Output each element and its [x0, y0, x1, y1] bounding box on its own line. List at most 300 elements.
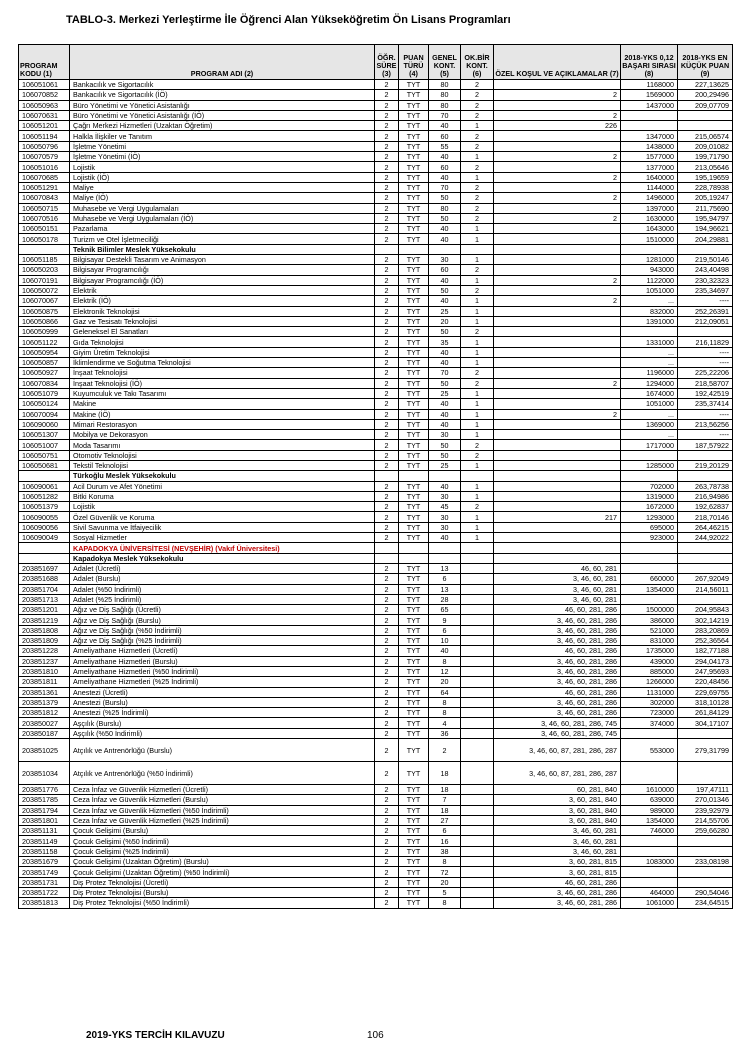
min-score [678, 867, 733, 877]
conditions: 3, 46, 60, 281, 286 [494, 615, 621, 625]
program-code: 203851811 [19, 677, 70, 687]
general-quota: 30 [429, 512, 461, 522]
conditions [494, 141, 621, 151]
program-name: Ameliyathane Hizmetleri (Burslu) [70, 656, 375, 666]
duration: 2 [375, 172, 399, 182]
min-score: 227,13625 [678, 80, 733, 90]
duration: 2 [375, 255, 399, 265]
general-quota: 40 [429, 399, 461, 409]
conditions [494, 203, 621, 213]
conditions: 46, 60, 281, 286 [494, 877, 621, 887]
min-score: 197,47111 [678, 785, 733, 795]
table-row [19, 594, 733, 604]
general-quota: 18 [429, 785, 461, 795]
top-student-quota: 2 [461, 327, 494, 337]
success-rank: 1496000 [621, 193, 678, 203]
table-row [19, 615, 733, 625]
section-row [19, 471, 733, 481]
program-code: 203850027 [19, 718, 70, 728]
score-type: TYT [399, 718, 429, 728]
conditions: 3, 46, 60, 87, 281, 286, 287 [494, 762, 621, 785]
general-quota: 13 [429, 584, 461, 594]
min-score: 211,75690 [678, 203, 733, 213]
program-name: Elektrik (İÖ) [70, 296, 375, 306]
table-row [19, 409, 733, 419]
top-student-quota: 1 [461, 224, 494, 234]
conditions [494, 224, 621, 234]
table-row [19, 224, 733, 234]
duration: 2 [375, 234, 399, 244]
min-score: 230,32323 [678, 275, 733, 285]
program-name: Adalet (Ücretli) [70, 563, 375, 573]
duration: 2 [375, 857, 399, 867]
table-row [19, 172, 733, 182]
table-row [19, 110, 733, 120]
duration: 2 [375, 440, 399, 450]
table-row [19, 255, 733, 265]
score-type: TYT [399, 481, 429, 491]
program-name: Diş Protez Teknolojisi (Ücretli) [70, 877, 375, 887]
success-rank: ... [621, 430, 678, 440]
program-code: 106070094 [19, 409, 70, 419]
score-type: TYT [399, 203, 429, 213]
general-quota: 50 [429, 440, 461, 450]
program-name: İklimlendirme ve Soğutma Teknolojisi [70, 358, 375, 368]
general-quota: 50 [429, 450, 461, 460]
min-score: 215,06574 [678, 131, 733, 141]
success-rank [621, 836, 678, 846]
general-quota: 20 [429, 877, 461, 887]
top-student-quota [461, 826, 494, 836]
score-type: TYT [399, 399, 429, 409]
duration: 2 [375, 152, 399, 162]
success-rank: 695000 [621, 522, 678, 532]
table-row [19, 574, 733, 584]
general-quota: 38 [429, 846, 461, 856]
program-code: 106050072 [19, 285, 70, 295]
program-name: Makine [70, 399, 375, 409]
min-score: 247,95693 [678, 666, 733, 676]
score-type: TYT [399, 430, 429, 440]
top-student-quota: 1 [461, 275, 494, 285]
empty-cell [494, 244, 621, 254]
table-row [19, 141, 733, 151]
header-success-rank: 2018-YKS 0,12 BAŞARI SIRASI (8) [621, 45, 678, 80]
program-name: Makine (İÖ) [70, 409, 375, 419]
success-rank [621, 450, 678, 460]
program-code: 106050963 [19, 100, 70, 110]
success-rank: 1672000 [621, 502, 678, 512]
section-code-cell [19, 543, 70, 553]
table-row [19, 419, 733, 429]
top-student-quota [461, 815, 494, 825]
section-name: Teknik Bilimler Meslek Yüksekokulu [70, 244, 375, 254]
top-student-quota [461, 836, 494, 846]
conditions: 3, 46, 60, 281, 286 [494, 625, 621, 635]
table-row [19, 625, 733, 635]
duration: 2 [375, 368, 399, 378]
table-row [19, 131, 733, 141]
min-score [678, 594, 733, 604]
table-row [19, 203, 733, 213]
duration: 2 [375, 141, 399, 151]
success-rank [621, 121, 678, 131]
top-student-quota: 2 [461, 80, 494, 90]
min-score: 225,22206 [678, 368, 733, 378]
success-rank: 1569000 [621, 90, 678, 100]
empty-cell [375, 471, 399, 481]
general-quota: 30 [429, 522, 461, 532]
min-score [678, 836, 733, 846]
top-student-quota: 2 [461, 193, 494, 203]
duration: 2 [375, 574, 399, 584]
score-type: TYT [399, 502, 429, 512]
success-rank: 1369000 [621, 419, 678, 429]
table-row [19, 512, 733, 522]
table-row [19, 368, 733, 378]
min-score: ---- [678, 409, 733, 419]
min-score: 218,58707 [678, 378, 733, 388]
min-score: 204,95843 [678, 605, 733, 615]
conditions: 2 [494, 110, 621, 120]
conditions: 46, 60, 281, 286 [494, 605, 621, 615]
program-code: 203851713 [19, 594, 70, 604]
header-program-code: PROGRAM KODU (1) [19, 45, 70, 80]
table-row [19, 430, 733, 440]
general-quota: 40 [429, 358, 461, 368]
score-type: TYT [399, 656, 429, 666]
success-rank: 1285000 [621, 460, 678, 470]
min-score [678, 762, 733, 785]
duration: 2 [375, 636, 399, 646]
top-student-quota [461, 625, 494, 635]
program-name: Lojistik [70, 162, 375, 172]
table-row [19, 605, 733, 615]
score-type: TYT [399, 172, 429, 182]
success-rank [621, 594, 678, 604]
conditions: 3, 46, 60, 281, 286 [494, 708, 621, 718]
empty-cell [429, 553, 461, 563]
duration: 2 [375, 491, 399, 501]
duration: 2 [375, 846, 399, 856]
program-code: 106051079 [19, 388, 70, 398]
conditions: 46, 60, 281 [494, 563, 621, 573]
success-rank: 1354000 [621, 815, 678, 825]
score-type: TYT [399, 625, 429, 635]
table-row [19, 265, 733, 275]
success-rank: ... [621, 347, 678, 357]
program-code: 203851201 [19, 605, 70, 615]
conditions [494, 399, 621, 409]
conditions [494, 388, 621, 398]
success-rank: 386000 [621, 615, 678, 625]
success-rank: 1168000 [621, 80, 678, 90]
success-rank: 302000 [621, 697, 678, 707]
table-row [19, 739, 733, 762]
program-code: 106051291 [19, 182, 70, 192]
top-student-quota: 1 [461, 306, 494, 316]
conditions: 3, 46, 60, 281, 286 [494, 697, 621, 707]
program-code: 106050927 [19, 368, 70, 378]
score-type: TYT [399, 563, 429, 573]
program-code: 203851158 [19, 846, 70, 856]
min-score: ---- [678, 296, 733, 306]
empty-cell [399, 471, 429, 481]
duration: 2 [375, 815, 399, 825]
conditions [494, 285, 621, 295]
top-student-quota [461, 646, 494, 656]
duration: 2 [375, 615, 399, 625]
general-quota: 40 [429, 275, 461, 285]
score-type: TYT [399, 687, 429, 697]
table-row [19, 193, 733, 203]
top-student-quota: 2 [461, 368, 494, 378]
general-quota: 72 [429, 867, 461, 877]
duration: 2 [375, 718, 399, 728]
table-row [19, 898, 733, 908]
top-student-quota: 1 [461, 522, 494, 532]
program-name: Turizm ve Otel İşletmeciliği [70, 234, 375, 244]
min-score: 234,64515 [678, 898, 733, 908]
top-student-quota: 1 [461, 533, 494, 543]
empty-cell [621, 553, 678, 563]
program-code: 106051016 [19, 162, 70, 172]
min-score: 304,17107 [678, 718, 733, 728]
duration: 2 [375, 358, 399, 368]
min-score: 209,07709 [678, 100, 733, 110]
program-code: 203851131 [19, 826, 70, 836]
top-student-quota: 1 [461, 347, 494, 357]
top-student-quota [461, 846, 494, 856]
empty-cell [375, 553, 399, 563]
university-name: KAPADOKYA ÜNİVERSİTESİ (NEVŞEHİR) (Vakıf Üniversitesi) [70, 543, 375, 553]
duration: 2 [375, 327, 399, 337]
table-row [19, 378, 733, 388]
top-student-quota [461, 574, 494, 584]
duration: 2 [375, 203, 399, 213]
success-rank: 1610000 [621, 785, 678, 795]
table-row [19, 121, 733, 131]
conditions: 46, 60, 281, 286 [494, 687, 621, 697]
score-type: TYT [399, 697, 429, 707]
program-code: 106051061 [19, 80, 70, 90]
duration: 2 [375, 182, 399, 192]
score-type: TYT [399, 795, 429, 805]
table-row [19, 636, 733, 646]
min-score: 263,78738 [678, 481, 733, 491]
program-name: Bilgisayar Programcılığı [70, 265, 375, 275]
top-student-quota [461, 677, 494, 687]
min-score: 229,69755 [678, 687, 733, 697]
program-name: Tekstil Teknolojisi [70, 460, 375, 470]
program-code: 106051122 [19, 337, 70, 347]
program-code: 106070579 [19, 152, 70, 162]
program-code: 203851219 [19, 615, 70, 625]
top-student-quota: 2 [461, 502, 494, 512]
table-row [19, 666, 733, 676]
conditions [494, 481, 621, 491]
success-rank: 1144000 [621, 182, 678, 192]
general-quota: 8 [429, 898, 461, 908]
success-rank: 374000 [621, 718, 678, 728]
top-student-quota [461, 636, 494, 646]
program-name: Bitki Koruma [70, 491, 375, 501]
table-row [19, 275, 733, 285]
score-type: TYT [399, 121, 429, 131]
duration: 2 [375, 666, 399, 676]
top-student-quota: 1 [461, 409, 494, 419]
table-row [19, 440, 733, 450]
program-name: Maliye (İÖ) [70, 193, 375, 203]
min-score: 318,10128 [678, 697, 733, 707]
table-row [19, 785, 733, 795]
program-name: Çocuk Gelişimi (Uzaktan Öğretim) (%50 İndirimli) [70, 867, 375, 877]
table-row [19, 162, 733, 172]
top-student-quota: 1 [461, 121, 494, 131]
program-name: Ağız ve Diş Sağlığı (%25 İndirimli) [70, 636, 375, 646]
table-row [19, 815, 733, 825]
success-rank [621, 563, 678, 573]
top-student-quota [461, 666, 494, 676]
score-type: TYT [399, 739, 429, 762]
score-type: TYT [399, 728, 429, 738]
program-name: Anestezi (Burslu) [70, 697, 375, 707]
duration: 2 [375, 762, 399, 785]
duration: 2 [375, 584, 399, 594]
program-name: Çocuk Gelişimi (%50 İndirimli) [70, 836, 375, 846]
success-rank: 1674000 [621, 388, 678, 398]
conditions: 3, 60, 281, 840 [494, 815, 621, 825]
success-rank: 923000 [621, 533, 678, 543]
duration: 2 [375, 265, 399, 275]
general-quota: 18 [429, 805, 461, 815]
program-code: 106070191 [19, 275, 70, 285]
duration: 2 [375, 563, 399, 573]
program-code: 203851679 [19, 857, 70, 867]
program-code: 106050954 [19, 347, 70, 357]
duration: 2 [375, 605, 399, 615]
table-row [19, 213, 733, 223]
min-score: 209,01082 [678, 141, 733, 151]
program-name: Ameliyathane Hizmetleri (%50 İndirimli) [70, 666, 375, 676]
table-row [19, 502, 733, 512]
program-code: 203851361 [19, 687, 70, 697]
duration: 2 [375, 224, 399, 234]
program-name: Ameliyathane Hizmetleri (%25 İndirimli) [70, 677, 375, 687]
conditions [494, 265, 621, 275]
table-row [19, 80, 733, 90]
score-type: TYT [399, 419, 429, 429]
duration: 2 [375, 708, 399, 718]
program-name: Muhasebe ve Vergi Uygulamaları (İÖ) [70, 213, 375, 223]
table-row [19, 656, 733, 666]
top-student-quota: 1 [461, 430, 494, 440]
duration: 2 [375, 419, 399, 429]
table-row [19, 388, 733, 398]
program-code: 203851808 [19, 625, 70, 635]
min-score: 199,71790 [678, 152, 733, 162]
duration: 2 [375, 131, 399, 141]
conditions: 3, 60, 281, 840 [494, 795, 621, 805]
success-rank: 746000 [621, 826, 678, 836]
duration: 2 [375, 512, 399, 522]
table-row [19, 867, 733, 877]
program-name: Lojistik [70, 502, 375, 512]
duration: 2 [375, 697, 399, 707]
general-quota: 40 [429, 646, 461, 656]
conditions: 3, 60, 281, 840 [494, 805, 621, 815]
min-score: 243,40498 [678, 265, 733, 275]
min-score: 239,92979 [678, 805, 733, 815]
min-score [678, 327, 733, 337]
program-name: Bankacılık ve Sigortacılık (İÖ) [70, 90, 375, 100]
conditions [494, 131, 621, 141]
general-quota: 40 [429, 347, 461, 357]
conditions: 2 [494, 275, 621, 285]
program-code: 203851812 [19, 708, 70, 718]
min-score [678, 563, 733, 573]
program-name: Adalet (Burslu) [70, 574, 375, 584]
top-student-quota [461, 708, 494, 718]
min-score: 214,56011 [678, 584, 733, 594]
duration: 2 [375, 80, 399, 90]
table-row [19, 533, 733, 543]
duration: 2 [375, 275, 399, 285]
program-name: Gaz ve Tesisatı Teknolojisi [70, 316, 375, 326]
program-code: 106050999 [19, 327, 70, 337]
program-name: Özel Güvenlik ve Koruma [70, 512, 375, 522]
program-code: 106050751 [19, 450, 70, 460]
section-code-cell [19, 471, 70, 481]
success-rank: 1347000 [621, 131, 678, 141]
top-student-quota [461, 877, 494, 887]
program-name: Elektrik [70, 285, 375, 295]
empty-cell [461, 543, 494, 553]
general-quota: 20 [429, 316, 461, 326]
general-quota: 50 [429, 327, 461, 337]
program-name: Anestezi (%25 İndirimli) [70, 708, 375, 718]
score-type: TYT [399, 327, 429, 337]
conditions: 3, 46, 60, 281, 286, 745 [494, 718, 621, 728]
program-code: 106070685 [19, 172, 70, 182]
score-type: TYT [399, 887, 429, 897]
table-row [19, 460, 733, 470]
program-code: 106090055 [19, 512, 70, 522]
score-type: TYT [399, 265, 429, 275]
program-name: Pazarlama [70, 224, 375, 234]
program-code: 203851785 [19, 795, 70, 805]
general-quota: 27 [429, 815, 461, 825]
section-name: Türkoğlu Meslek Yüksekokulu [70, 471, 375, 481]
program-code: 106090049 [19, 533, 70, 543]
general-quota: 9 [429, 615, 461, 625]
min-score: 261,84129 [678, 708, 733, 718]
top-student-quota: 1 [461, 481, 494, 491]
score-type: TYT [399, 141, 429, 151]
program-code: 106070631 [19, 110, 70, 120]
program-code: 106070516 [19, 213, 70, 223]
duration: 2 [375, 121, 399, 131]
min-score: 213,56256 [678, 419, 733, 429]
empty-cell [399, 553, 429, 563]
min-score: 294,04173 [678, 656, 733, 666]
program-code: 106070852 [19, 90, 70, 100]
conditions: 226 [494, 121, 621, 131]
min-score: ---- [678, 358, 733, 368]
general-quota: 55 [429, 141, 461, 151]
conditions: 2 [494, 193, 621, 203]
general-quota: 80 [429, 90, 461, 100]
